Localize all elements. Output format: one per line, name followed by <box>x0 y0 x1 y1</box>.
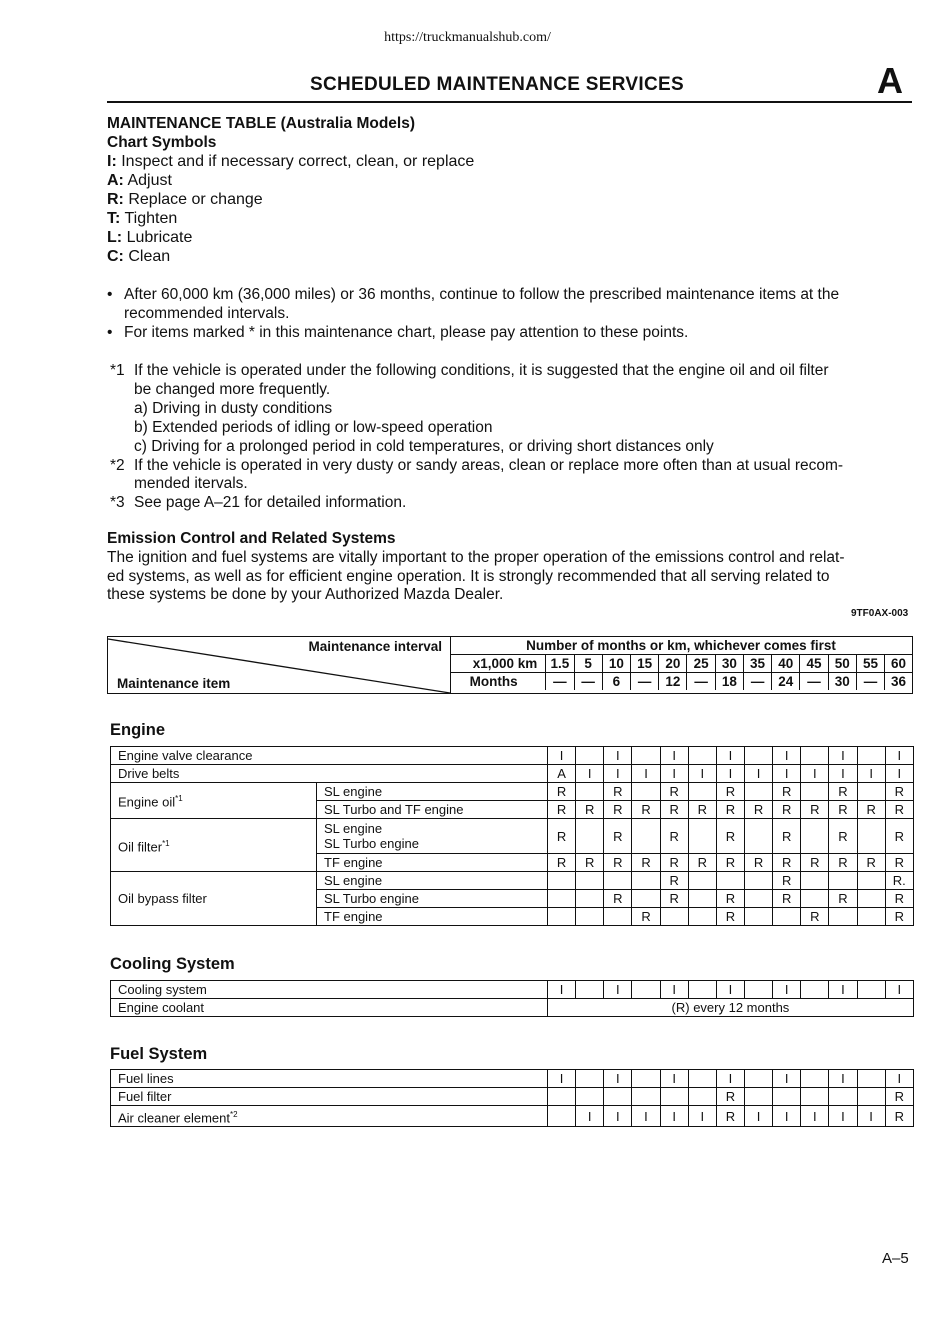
schedule-cell <box>688 890 716 908</box>
schedule-cell: R <box>885 854 913 872</box>
months-interval-cell: 36 <box>885 673 912 691</box>
schedule-cell: I <box>885 765 913 783</box>
item-cell: Oil filter$^{*1}$ <box>111 819 317 872</box>
schedule-cell <box>548 890 576 908</box>
schedule-cell <box>548 872 576 890</box>
schedule-cell <box>548 908 576 926</box>
km-interval-cell: 45 <box>800 655 828 673</box>
km-interval-cell: 60 <box>885 655 912 673</box>
schedule-cell: R <box>604 890 632 908</box>
schedule-cell <box>576 908 604 926</box>
symbol-key: I: <box>107 153 117 170</box>
engine-table <box>110 746 914 926</box>
symbol-key: R: <box>107 191 124 208</box>
schedule-cell <box>632 783 660 801</box>
symbol-key: A: <box>107 172 124 189</box>
symbol-key: C: <box>107 248 124 265</box>
source-url[interactable]: https://truckmanualshub.com/ <box>384 30 551 45</box>
km-interval-cell: 50 <box>828 655 856 673</box>
schedule-cell: I <box>632 1106 660 1127</box>
schedule-cell: I <box>660 1106 688 1127</box>
schedule-cell: I <box>604 1070 632 1088</box>
schedule-cell: I <box>885 747 913 765</box>
months-interval-cell: 24 <box>772 673 800 691</box>
schedule-cell: I <box>829 1106 857 1127</box>
schedule-cell: R <box>857 801 885 819</box>
schedule-cell <box>576 1070 604 1088</box>
months-interval-cell: — <box>687 673 715 691</box>
km-interval-cell: 35 <box>743 655 771 673</box>
schedule-cell: R <box>660 801 688 819</box>
bullet-text: For items marked * in this maintenance chart, please pay attention to these points. <box>124 324 689 341</box>
schedule-cell: R <box>632 908 660 926</box>
schedule-cell: R <box>773 890 801 908</box>
schedule-cell: I <box>829 1070 857 1088</box>
emission-heading: Emission Control and Related Systems <box>107 530 396 547</box>
footnote-mark: *1 <box>110 362 125 379</box>
item-cell: Engine oil$^{*1}$ <box>111 783 317 819</box>
schedule-cell: R <box>548 801 576 819</box>
coolant-interval: (R) every 12 months <box>548 999 914 1017</box>
schedule-cell: I <box>604 765 632 783</box>
item-cell: Engine coolant <box>111 999 548 1017</box>
schedule-cell: R <box>885 783 913 801</box>
schedule-cell <box>604 1088 632 1106</box>
schedule-cell <box>576 1088 604 1106</box>
schedule-cell: R <box>716 801 744 819</box>
schedule-cell: R <box>829 890 857 908</box>
schedule-cell <box>576 783 604 801</box>
schedule-cell: I <box>716 765 744 783</box>
symbol-text: Replace or change <box>128 191 263 208</box>
schedule-cell <box>857 872 885 890</box>
schedule-cell: I <box>660 747 688 765</box>
table-row <box>111 747 914 765</box>
item-cell: Air cleaner element$^{*2}$ <box>111 1106 548 1127</box>
schedule-cell: I <box>548 747 576 765</box>
schedule-cell: R <box>716 783 744 801</box>
schedule-cell <box>829 908 857 926</box>
figure-code: 9TF0AX-003 <box>851 608 909 619</box>
schedule-cell: I <box>801 1106 829 1127</box>
schedule-cell <box>688 872 716 890</box>
schedule-cell: R <box>604 783 632 801</box>
table-row <box>111 999 914 1017</box>
schedule-cell: R <box>660 890 688 908</box>
schedule-cell <box>688 747 716 765</box>
months-interval-cell: 12 <box>659 673 687 691</box>
sub-item-cell: SL engine <box>317 783 548 801</box>
months-interval-cell: 18 <box>715 673 743 691</box>
schedule-cell <box>745 747 773 765</box>
table-row <box>111 1070 914 1088</box>
symbol-item <box>107 247 170 266</box>
schedule-cell <box>801 872 829 890</box>
schedule-cell: R <box>745 854 773 872</box>
schedule-cell <box>745 872 773 890</box>
sub-item-cell: SL engine SL Turbo engine <box>317 819 548 854</box>
schedule-cell <box>801 819 829 854</box>
page-number: A–5 <box>882 1250 909 1267</box>
schedule-cell: R <box>829 801 857 819</box>
footnote-text: b) Extended periods of idling or low-speed operation <box>134 419 493 436</box>
schedule-cell: R <box>885 1106 913 1127</box>
sub-item-cell: SL engine <box>317 872 548 890</box>
item-cell: Cooling system <box>111 981 548 999</box>
schedule-cell: R <box>688 854 716 872</box>
schedule-cell: I <box>548 1070 576 1088</box>
symbol-item <box>107 209 177 228</box>
item-cell: Fuel lines <box>111 1070 548 1088</box>
schedule-cell: I <box>716 981 744 999</box>
schedule-cell <box>857 1070 885 1088</box>
schedule-cell: R <box>632 801 660 819</box>
table-row <box>111 1088 914 1106</box>
schedule-cell: R <box>829 783 857 801</box>
months-interval-cell: — <box>856 673 884 691</box>
km-interval-cell: 5 <box>574 655 602 673</box>
schedule-cell <box>576 872 604 890</box>
schedule-cell: I <box>773 765 801 783</box>
footnote-ref: *2 <box>230 1110 238 1119</box>
symbol-text: Tighten <box>124 210 178 227</box>
interval-grid <box>450 637 912 690</box>
schedule-cell <box>801 783 829 801</box>
emission-text: The ignition and fuel systems are vitally important to the proper operation of the emissions control and relat- <box>107 549 845 566</box>
schedule-cell: R <box>885 908 913 926</box>
footnote-text: mended itervals. <box>134 475 248 492</box>
symbol-item <box>107 152 474 171</box>
schedule-cell <box>576 890 604 908</box>
schedule-cell <box>745 890 773 908</box>
schedule-cell: R <box>829 819 857 854</box>
schedule-cell: I <box>745 765 773 783</box>
schedule-cell <box>576 819 604 854</box>
schedule-cell: R <box>773 872 801 890</box>
footnote-mark: *2 <box>110 457 125 474</box>
footnote-ref: *1 <box>175 794 183 804</box>
table-row <box>111 819 914 854</box>
symbol-text: Lubricate <box>126 229 193 246</box>
schedule-cell: I <box>632 765 660 783</box>
schedule-cell: I <box>773 747 801 765</box>
schedule-cell: I <box>604 981 632 999</box>
footnote-ref: *1 <box>162 838 170 848</box>
symbol-text: Inspect and if necessary correct, clean, or replace <box>121 153 475 170</box>
sub-item-cell: TF engine <box>317 908 548 926</box>
schedule-cell: I <box>604 747 632 765</box>
km-interval-cell: 40 <box>772 655 800 673</box>
schedule-cell: R <box>716 908 744 926</box>
item-cell: Drive belts <box>111 765 548 783</box>
schedule-cell <box>801 1070 829 1088</box>
schedule-cell <box>801 747 829 765</box>
emission-text: these systems be done by your Authorized Mazda Dealer. <box>107 586 504 603</box>
schedule-cell: I <box>688 765 716 783</box>
schedule-cell <box>745 819 773 854</box>
schedule-cell: I <box>885 1070 913 1088</box>
footnote-mark: *3 <box>110 494 125 511</box>
symbol-text: Clean <box>128 248 171 265</box>
schedule-cell: I <box>688 1106 716 1127</box>
sub-item-cell: SL Turbo and TF engine <box>317 801 548 819</box>
schedule-cell <box>801 890 829 908</box>
sub-item-cell: TF engine <box>317 854 548 872</box>
schedule-cell: I <box>716 1070 744 1088</box>
section-engine: Engine <box>110 721 166 739</box>
bullet-dot: • <box>107 286 113 303</box>
schedule-cell: R <box>716 854 744 872</box>
table-row <box>111 783 914 801</box>
schedule-cell <box>632 747 660 765</box>
schedule-cell: R <box>857 854 885 872</box>
schedule-cell: I <box>576 765 604 783</box>
months-label: Months <box>450 673 546 691</box>
table-row <box>111 765 914 783</box>
page-title: SCHEDULED MAINTENANCE SERVICES <box>310 74 684 95</box>
schedule-cell <box>632 890 660 908</box>
schedule-cell: R <box>801 908 829 926</box>
schedule-cell <box>801 1088 829 1106</box>
schedule-cell <box>745 783 773 801</box>
cooling-table <box>110 980 914 1017</box>
symbol-item <box>107 190 263 209</box>
schedule-cell: R <box>716 1106 744 1127</box>
schedule-cell: R <box>885 819 913 854</box>
schedule-cell <box>632 1070 660 1088</box>
months-interval-cell: — <box>574 673 602 691</box>
symbol-item <box>107 171 172 190</box>
item-cell: Oil bypass filter <box>111 872 317 926</box>
symbol-item <box>107 228 192 247</box>
schedule-cell <box>716 872 744 890</box>
footnote-text: If the vehicle is operated in very dusty or sandy areas, clean or replace more often than at usual recom- <box>134 457 844 474</box>
interval-span-label: Number of months or km, whichever comes first <box>450 637 912 655</box>
schedule-cell <box>632 981 660 999</box>
schedule-cell: I <box>576 1106 604 1127</box>
schedule-cell: R <box>660 783 688 801</box>
fuel-table <box>110 1069 914 1127</box>
months-interval-cell: — <box>631 673 659 691</box>
schedule-cell <box>688 1088 716 1106</box>
months-interval-cell: — <box>800 673 828 691</box>
schedule-cell <box>857 981 885 999</box>
item-cell: Engine valve clearance <box>111 747 548 765</box>
schedule-cell <box>773 908 801 926</box>
symbol-key: L: <box>107 229 123 246</box>
schedule-cell <box>857 908 885 926</box>
schedule-cell <box>548 1106 576 1127</box>
table-row <box>111 1106 914 1127</box>
schedule-cell <box>857 819 885 854</box>
schedule-cell <box>660 1088 688 1106</box>
schedule-cell <box>801 981 829 999</box>
months-interval-cell: 6 <box>602 673 630 691</box>
schedule-cell <box>857 747 885 765</box>
schedule-cell: I <box>660 765 688 783</box>
schedule-cell: R <box>829 854 857 872</box>
schedule-cell: I <box>857 765 885 783</box>
schedule-cell <box>688 1070 716 1088</box>
schedule-cell <box>604 908 632 926</box>
schedule-cell <box>688 819 716 854</box>
schedule-cell: R <box>576 854 604 872</box>
months-interval-cell: 30 <box>828 673 856 691</box>
schedule-cell: I <box>829 765 857 783</box>
schedule-cell <box>744 981 772 999</box>
schedule-cell: R <box>716 890 744 908</box>
symbol-key: T: <box>107 210 121 227</box>
schedule-cell: R <box>576 801 604 819</box>
schedule-cell <box>829 1088 857 1106</box>
km-interval-cell: 1.5 <box>546 655 574 673</box>
schedule-cell <box>632 819 660 854</box>
chart-symbols-heading: Chart Symbols <box>107 134 217 151</box>
schedule-cell: R <box>716 819 744 854</box>
schedule-cell: R <box>548 854 576 872</box>
footnote-text: See page A–21 for detailed information. <box>134 494 407 511</box>
schedule-cell <box>604 872 632 890</box>
bullet-dot: • <box>107 324 113 341</box>
schedule-cell: R <box>773 801 801 819</box>
sub-item-cell: SL Turbo engine <box>317 890 548 908</box>
schedule-cell <box>745 908 773 926</box>
schedule-cell: R. <box>885 872 913 890</box>
schedule-cell: R <box>801 854 829 872</box>
schedule-cell <box>632 872 660 890</box>
schedule-cell <box>773 1088 801 1106</box>
schedule-cell <box>857 783 885 801</box>
schedule-cell: R <box>885 1088 913 1106</box>
footnote-text: a) Driving in dusty conditions <box>134 400 333 417</box>
schedule-cell: I <box>604 1106 632 1127</box>
schedule-cell: R <box>548 783 576 801</box>
schedule-cell: R <box>745 801 773 819</box>
schedule-cell <box>744 1088 772 1106</box>
footnote-text: c) Driving for a prolonged period in cold temperatures, or driving short distances only <box>134 438 714 455</box>
section-cooling: Cooling System <box>110 955 235 973</box>
schedule-cell: I <box>801 765 829 783</box>
schedule-cell: R <box>801 801 829 819</box>
schedule-cell <box>688 981 716 999</box>
months-interval-cell: — <box>743 673 771 691</box>
schedule-cell: R <box>688 801 716 819</box>
schedule-cell: R <box>604 801 632 819</box>
schedule-cell: R <box>773 783 801 801</box>
km-interval-cell: 25 <box>687 655 715 673</box>
schedule-cell: I <box>857 1106 885 1127</box>
schedule-cell: I <box>716 747 744 765</box>
emission-text: ed systems, as well as for efficient engine operation. It is strongly recommended that all serving related to <box>107 568 830 585</box>
schedule-cell: R <box>660 854 688 872</box>
schedule-cell: R <box>548 819 576 854</box>
schedule-cell: R <box>885 890 913 908</box>
schedule-cell <box>829 872 857 890</box>
months-interval-cell: — <box>546 673 574 691</box>
schedule-cell: I <box>773 1106 801 1127</box>
schedule-cell: R <box>660 819 688 854</box>
schedule-cell: R <box>773 819 801 854</box>
bullet-text: After 60,000 km (36,000 miles) or 36 months, continue to follow the prescribed maintenance items at the <box>124 286 840 303</box>
maintenance-item-label: Maintenance item <box>117 676 231 691</box>
footnote-text: be changed more frequently. <box>134 381 331 398</box>
km-interval-cell: 20 <box>659 655 687 673</box>
km-interval-cell: 15 <box>631 655 659 673</box>
schedule-cell <box>660 908 688 926</box>
km-interval-cell: 55 <box>856 655 884 673</box>
schedule-cell: R <box>773 854 801 872</box>
table-row <box>111 872 914 890</box>
symbol-text: Adjust <box>127 172 172 189</box>
schedule-cell: I <box>885 981 913 999</box>
table-row <box>111 981 914 999</box>
schedule-cell <box>688 908 716 926</box>
section-fuel: Fuel System <box>110 1045 208 1063</box>
table-title: MAINTENANCE TABLE (Australia Models) <box>107 115 416 132</box>
item-cell: Fuel filter <box>111 1088 548 1106</box>
bullet-text: recommended intervals. <box>124 305 290 322</box>
km-interval-cell: 10 <box>602 655 630 673</box>
schedule-cell: I <box>660 981 688 999</box>
km-interval-cell: 30 <box>715 655 743 673</box>
header-rule <box>107 101 912 103</box>
footnote-text: If the vehicle is operated under the following conditions, it is suggested that the engine oil and oil filter <box>134 362 829 379</box>
schedule-cell: I <box>829 747 857 765</box>
schedule-cell: I <box>773 981 801 999</box>
schedule-cell: I <box>829 981 857 999</box>
schedule-cell <box>744 1070 772 1088</box>
schedule-cell: I <box>660 1070 688 1088</box>
schedule-cell <box>857 890 885 908</box>
section-letter: A <box>877 60 903 101</box>
schedule-cell: I <box>548 981 576 999</box>
schedule-cell: R <box>604 819 632 854</box>
schedule-cell: R <box>885 801 913 819</box>
schedule-cell: A <box>548 765 576 783</box>
schedule-cell <box>688 783 716 801</box>
schedule-cell <box>576 981 604 999</box>
schedule-cell <box>576 747 604 765</box>
schedule-cell: R <box>632 854 660 872</box>
km-label: x1,000 km <box>450 655 546 673</box>
maintenance-interval-label: Maintenance interval <box>308 639 442 654</box>
schedule-cell: R <box>660 872 688 890</box>
schedule-cell: R <box>716 1088 744 1106</box>
schedule-cell: I <box>744 1106 772 1127</box>
schedule-cell: I <box>773 1070 801 1088</box>
schedule-cell <box>548 1088 576 1106</box>
schedule-cell <box>632 1088 660 1106</box>
schedule-cell <box>857 1088 885 1106</box>
schedule-cell: R <box>604 854 632 872</box>
